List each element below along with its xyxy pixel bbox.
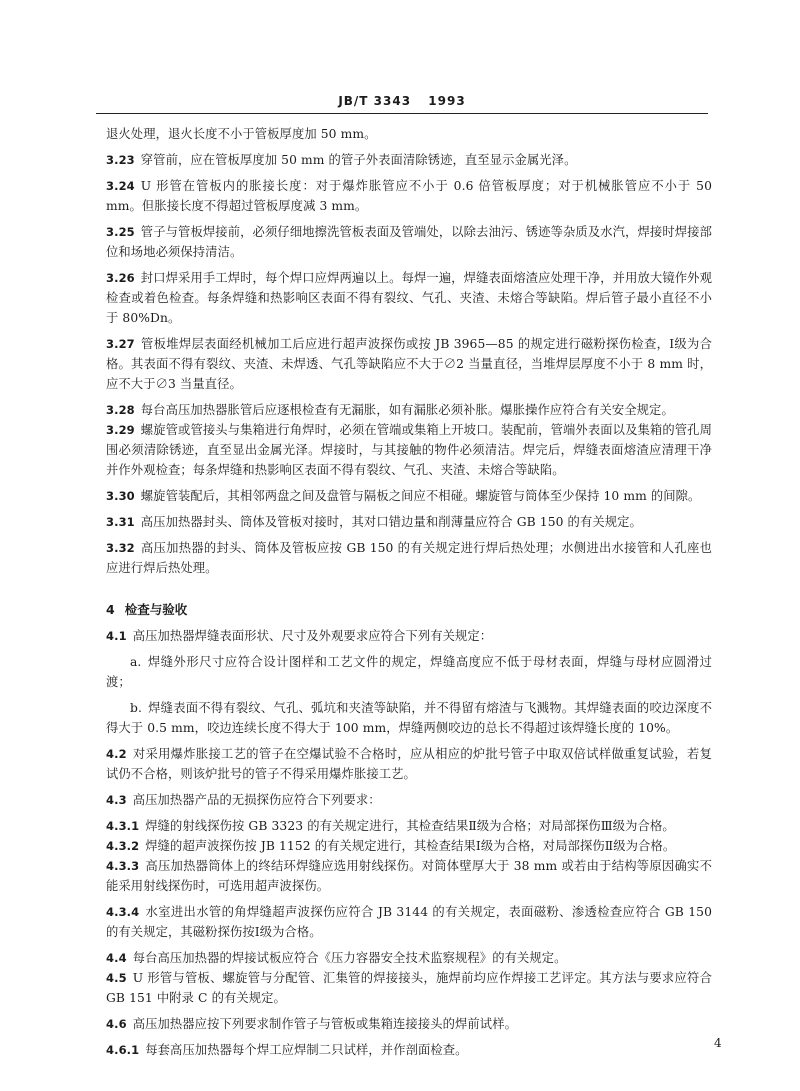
clause-number: 3.28 — [106, 403, 135, 417]
clause-3-31 — [106, 512, 712, 532]
clause-number: 4.4 — [106, 951, 127, 965]
clause-number: 3.26 — [106, 271, 135, 285]
clause-number: 4.3.1 — [106, 819, 140, 833]
clause-number: 4.5 — [106, 971, 127, 985]
section-4-heading — [106, 600, 712, 620]
clause-3-30 — [106, 486, 712, 506]
clause-number: 4.3.2 — [106, 839, 140, 853]
clause-number: 4.3.3 — [106, 859, 140, 873]
clause-text: U 形管在管板内的胀接长度：对于爆炸胀管应不小于 0.6 倍管板厚度；对于机械胀管应不小于 50 mm。但胀接长度不得超过管板厚度减 3 mm。 — [106, 179, 712, 213]
clause-3-23 — [106, 150, 712, 170]
clause-4-3-3 — [106, 856, 712, 896]
clause-number: 3.31 — [106, 515, 135, 529]
clause-number: 3.23 — [106, 153, 135, 167]
header-rule — [96, 113, 708, 114]
clause-text: 每台高压加热器的焊接试板应符合《压力容器安全技术监察规程》的有关规定。 — [132, 951, 567, 965]
clause-4-1-a — [106, 652, 712, 692]
clause-number: 4.6 — [106, 1017, 127, 1031]
clause-text: 管子与管板焊接前，必须仔细地擦洗管板表面及管端处，以除去油污、锈迹等杂质及水汽，焊接时焊接部位和场地必须保持清洁。 — [106, 225, 712, 259]
clause-number: 4.3.4 — [106, 905, 140, 919]
clause-number: 3.29 — [106, 423, 135, 437]
clause-text: 焊缝的射线探伤按 GB 3323 的有关规定进行，其检查结果Ⅱ级为合格；对局部探伤Ⅲ级为合格。 — [145, 819, 675, 833]
clause-4-3-1 — [106, 816, 712, 836]
clause-text: 高压加热器筒体上的终结环焊缝应选用射线探伤。对筒体壁厚大于 38 mm 或若由于结构等原因确实不能采用射线探伤时，可选用超声波探伤。 — [106, 859, 712, 893]
clause-4-4 — [106, 948, 712, 968]
item-letter: b. — [130, 701, 142, 715]
clause-text: 高压加热器焊缝表面形状、尺寸及外观要求应符合下列有关规定： — [132, 629, 493, 643]
paragraph-continued — [106, 124, 712, 144]
clause-4-3 — [106, 790, 712, 810]
clause-text: 高压加热器应按下列要求制作管子与管板或集箱连接接头的焊前试样。 — [132, 1017, 517, 1031]
item-text: 焊缝表面不得有裂纹、气孔、弧坑和夹渣等缺陷，并不得留有熔渣与飞溅物。其焊缝表面的咬边深度不得大于 0.5 mm，咬边连续长度不得大于 100 mm，焊缝两侧咬边的总长不得超过该焊缝长度的 10%。 — [106, 701, 712, 735]
clause-number: 4.2 — [106, 747, 127, 761]
clause-number: 3.30 — [106, 489, 135, 503]
clause-3-29 — [106, 420, 712, 480]
page-header — [96, 94, 708, 108]
clause-text: 每台高压加热器胀管后应逐根检查有无漏胀，如有漏胀必须补胀。爆胀操作应符合有关安全规定。 — [140, 403, 674, 417]
section-title: 检查与验收 — [124, 602, 188, 617]
clause-text: 穿管前，应在管板厚度加 50 mm 的管子外表面清除锈迹，直至显示金属光泽。 — [140, 153, 577, 167]
clause-4-2 — [106, 744, 712, 784]
clause-text: 高压加热器产品的无损探伤应符合下列要求： — [132, 793, 381, 807]
clause-3-26 — [106, 268, 712, 328]
clause-4-6-1 — [106, 1040, 712, 1060]
clause-3-28 — [106, 400, 712, 420]
item-text: 焊缝外形尺寸应符合设计图样和工艺文件的规定，焊缝高度应不低于母材表面，焊缝与母材应圆滑过渡； — [106, 655, 712, 689]
clause-text: 高压加热器的封头、筒体及管板应按 GB 150 的有关规定进行焊后热处理；水侧进出水接管和人孔座也应进行焊后热处理。 — [106, 541, 712, 575]
clause-4-6 — [106, 1014, 712, 1034]
clause-text: U 形管与管板、螺旋管与分配管、汇集管的焊接接头，施焊前均应作焊接工艺评定。其方法与要求应符合 GB 151 中附录 C 的有关规定。 — [106, 971, 712, 1005]
item-letter: a. — [130, 655, 142, 669]
clause-4-3-2 — [106, 836, 712, 856]
clause-text: 对采用爆炸胀接工艺的管子在空爆试验不合格时，应从相应的炉批号管子中取双倍试样做重复试验，若复试仍不合格，则该炉批号的管子不得采用爆炸胀接工艺。 — [106, 747, 712, 781]
standard-code: JB/T 3343 — [338, 94, 412, 108]
clause-text: 高压加热器封头、筒体及管板对接时，其对口错边量和削薄量应符合 GB 150 的有关规定。 — [140, 515, 642, 529]
clause-number: 3.25 — [106, 225, 135, 239]
clause-3-24 — [106, 176, 712, 216]
clause-text: 螺旋管装配后，其相邻两盘之间及盘管与隔板之间应不相碰。螺旋管与筒体至少保持 10 mm 的间隙。 — [140, 489, 701, 503]
clause-text: 封口焊采用手工焊时，每个焊口应焊两遍以上。每焊一遍，焊缝表面熔渣应处理干净，并用放大镜作外观检查或着色检查。每条焊缝和热影响区表面不得有裂纹、气孔、夹渣、未熔合等缺陷。焊后管子最小直径不小于 80%Dn。 — [106, 271, 712, 325]
clause-text: 每套高压加热器每个焊工应焊制二只试样，并作剖面检查。 — [145, 1043, 468, 1057]
clause-number: 4.3 — [106, 793, 127, 807]
clause-number: 3.27 — [106, 337, 135, 351]
clause-3-27 — [106, 334, 712, 394]
document-body — [106, 124, 712, 1060]
clause-text: 管板堆焊层表面经机械加工后应进行超声波探伤或按 JB 3965—85 的规定进行磁粉探伤检查，Ⅰ级为合格。其表面不得有裂纹、夹渣、未焊透、气孔等缺陷应不大于∅2 当量直径，当堆焊层厚度不小于 8 mm 时，应不大于∅3 当量直径。 — [106, 337, 712, 391]
clause-text: 水室进出水管的角焊缝超声波探伤应符合 JB 3144 的有关规定，表面磁粉、渗透检查应符合 GB 150 的有关规定，其磁粉探伤按Ⅰ级为合格。 — [106, 905, 712, 939]
clause-number: 3.32 — [106, 541, 135, 555]
section-number: 4 — [106, 602, 115, 617]
clause-4-5 — [106, 968, 712, 1008]
clause-text: 焊缝的超声波探伤按 JB 1152 的有关规定进行，其检查结果Ⅰ级为合格，对局部探伤Ⅱ级为合格。 — [145, 839, 676, 853]
paragraph-text: 退火处理，退火长度不小于管板厚度加 50 mm。 — [106, 127, 377, 141]
clause-number: 4.6.1 — [106, 1043, 140, 1057]
clause-4-3-4 — [106, 902, 712, 942]
clause-number: 3.24 — [106, 179, 135, 193]
clause-number: 4.1 — [106, 629, 127, 643]
clause-3-32 — [106, 538, 712, 578]
standard-year: 1993 — [428, 94, 466, 108]
clause-3-25 — [106, 222, 712, 262]
clause-4-1 — [106, 626, 712, 646]
clause-text: 螺旋管或管接头与集箱进行角焊时，必须在管端或集箱上开坡口。装配前，管端外表面以及集箱的管孔周围必须清除锈迹，直至显出金属光泽。焊接时，与其接触的物件必须清洁。焊完后，焊缝表面熔渣应清理干净并作外观检查；每条焊缝和热影响区表面不得有裂纹、气孔、夹渣、未熔合等缺陷。 — [106, 423, 712, 477]
clause-4-1-b — [106, 698, 712, 738]
page-number: 4 — [714, 1036, 722, 1050]
